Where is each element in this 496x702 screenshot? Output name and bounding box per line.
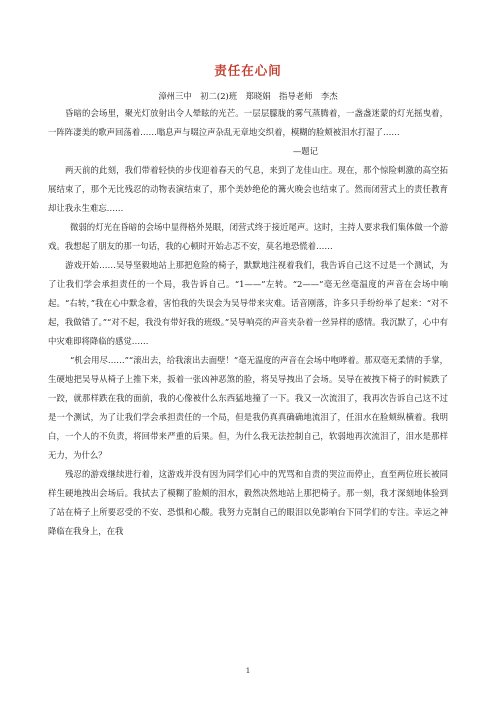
paragraph: 两天前的此刻，我们带着轻快的步伐迎着春天的气息，来到了龙佳山庄。现在，那个惊险刺激的高空拓展结束了，那个无比残忍的动物表演结束了，那个美妙绝伦的篝火晚会也结束了。然而闭营式上的责任教育却让我永生难忘…… (48, 165, 448, 213)
essay-body (48, 104, 448, 541)
page-number: 1 (245, 666, 251, 675)
paragraph: 微弱的灯光在昏暗的会场中显得格外晃眼，闭营式终于接近尾声。这时，主持人要求我们集体做一个游戏。我想起了朋友的那一句话，我的心顿时开始忐忑不安，莫名地恐慌着…… (48, 222, 448, 251)
paragraph: 残忍的游戏继续进行着，这游戏并没有因为同学们心中的咒骂和自责的哭泣而停止，直至两位班长被同样生硬地拽出会场后。我拭去了模糊了脸颊的泪水，毅然决然地站上那把椅子。那一刻，我才深刻地体验到了站在椅子上所要忍受的不安、恐惧和心酸。我努力克制自己的眼泪以免影响台下同学们的专注。幸运之神降临在我身上，在我 (48, 469, 448, 536)
epigraph-tag: —题记 (292, 146, 318, 156)
intro-paragraph: 昏暗的会场里，聚光灯放射出令人晕眩的光芒。一层层朦胧的雾气蒸腾着，一盏盏迷蒙的灯光摇曳着，一阵阵凄美的歌声回荡着……嗡息声与啜泣声杂乱无章地交织着，模糊的脸颊被泪水打湿了…… (48, 108, 448, 137)
paragraph: “机会用尽……”“滚出去，给我滚出去面壁！”毫无温度的声音在会场中咆哮着。那双毫无柔情的手掌，生硬地把吴导从椅子上推下来，扳着一张凶神恶煞的脸，将吴导拽出了会场。吴导在被拽下椅子的时候跌了一跤，就那样跌在我的面前，我的心像被什么东西猛地撞了一下。我又一次流泪了，我再次告诉自己这不过是一个测试，为了让我们学会承担责任的一个局，但是我仍真真确确地流泪了，任泪水在脸颊纵横着。我明白，一个人的不负责，将回带来严重的后果。但，为什么我无法控制自己，软弱地再次流泪了，泪水是那样无力，为什么？ (48, 355, 448, 460)
paragraph: 游戏开始……吴导坚毅地站上那把危险的椅子，默默地注视着我们，我告诉自己这不过是一个测试，为了让我们学会承担责任的一个局，我告诉自己。“1——”左转。“2——”毫无丝毫温度的声音在会场中响起。“右转，”我在心中默念着，害怕我的失误会为吴导带来灾难。话音刚落，许多只手纷纷举了起来：“对不起，我做错了。”“对不起，我没有带好我的班级。”吴导响亮的声音夹杂着一丝异样的感情。我沉默了，心中有中灾难即将降临的感觉…… (48, 260, 448, 346)
author-byline: 漳州三中 初二(2)班 郑晓娟 指导老师 李杰 (158, 91, 338, 101)
essay-title: 责任在心间 (214, 63, 282, 78)
